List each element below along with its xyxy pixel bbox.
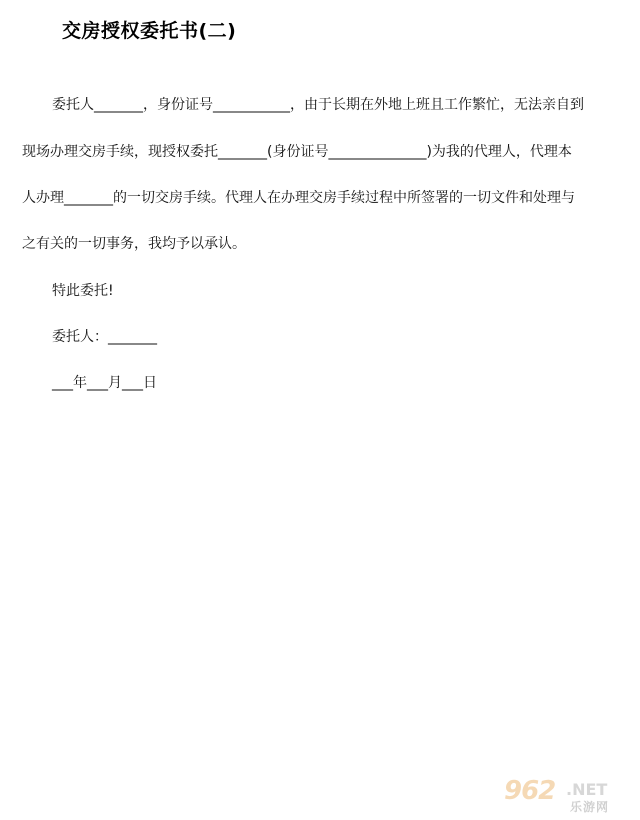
document-title: 交房授权委托书(二) <box>62 20 237 42</box>
watermark-site-name: 乐游网 <box>570 800 610 814</box>
paragraph-line-3: 人办理_______的一切交房手续。代理人在办理交房手续过程中所签署的一切文件和处理与 <box>22 190 575 206</box>
paragraph-line-4: 之有关的一切事务，我均予以承认。 <box>22 236 246 252</box>
paragraph-line-1: 委托人_______，身份证号___________，由于长期在外地上班且工作繁忙，无法亲自到 <box>52 97 584 113</box>
paragraph-line-2: 现场办理交房手续，现授权委托_______(身份证号______________)为我的代理人，代理本 <box>22 144 572 160</box>
watermark-number: 962 <box>504 776 556 806</box>
site-watermark <box>502 776 632 818</box>
watermark-domain: .NET <box>566 780 608 799</box>
signature-line: 委托人：_______ <box>52 329 157 345</box>
date-line: ___年___月___日 <box>52 375 157 391</box>
closing-phrase: 特此委托! <box>52 283 114 299</box>
